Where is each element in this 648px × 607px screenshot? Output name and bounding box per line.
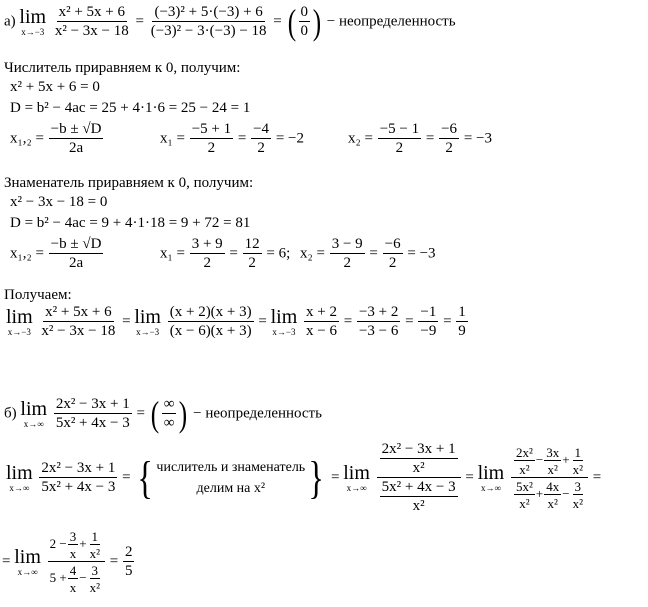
part-b-result-line: = lim x→∞ 2 − $\frac{3}{x}$ + $\frac{1}{\text{x²}}$ 5 + $\frac{4}{x}$ − $\frac{3}{\text{x²}}$ = $\frac{2}{5}$ [2,529,133,595]
part-a-limit-line: а) lim x→−3 $\frac{\text{x² + 5x + 6}}{\text{x² − 3x − 18}}$ = $\frac{\text{(−3)² + 5·(−3) + 6}}{\text{(−3)² − 3·(−3) − 18}}$ = ( $\frac{0}{0}$ ) − неопределенность [4,2,456,42]
limit-operator: lim x→−3 [19,6,47,37]
part-b-label: б) [4,405,17,422]
indeterminate-text: − неопределенность [326,13,456,30]
indeterminate-text-b: − неопределенность [193,405,322,422]
roots-line-2: x₁,₂ = $\frac{-b \pm √D}{2a}$ [10,236,102,271]
equation-1: x² + 5x + 6 = 0 [10,79,100,95]
zero-over-zero: $\frac{0}{0}$ [300,4,308,39]
numerator-heading: Числитель приравняем к 0, получим: [4,60,241,76]
answer-b: $\frac{2}{5}$ [124,544,133,579]
result-heading: Получаем: [4,287,72,303]
discriminant-2: D = b² − 4ac = 9 + 4·1·18 = 9 + 72 = 81 [10,215,251,231]
factored-fraction: $\frac{(x + 2)(x + 3)}{(x - 6)(x + 3)}$ [169,304,252,339]
denominator-heading: Знаменатель приравняем к 0, получим: [4,175,254,191]
x1-solution: x₁ = $\frac{-5 + 1}{2}$ = $\frac{-4}{2}$ = −2 [160,121,304,156]
equation-2: x² − 3x − 18 = 0 [10,194,108,210]
fraction: $\frac{\text{x² + 5x + 6}}{\text{x² − 3x − 18}}$ [54,4,129,39]
answer-a: $\frac{1}{9}$ [458,304,466,339]
y2-solution: x₂ = $\frac{3 - 9}{2}$ = $\frac{-6}{2}$ = −3 [300,236,436,271]
substituted-fraction: $\frac{\text{(−3)² + 5·(−3) + 6}}{\text{(−3)² − 3·(−3) − 18}}$ [150,4,267,39]
part-a-result-line: lim x→−3 $\frac{\text{x² + 5x + 6}}{\text{x² − 3x − 18}}$ = lim x→−3 $\frac{(x + 2)(x + 3)}{(x - 6)(x + 3)}$ = lim x→−3 $\frac{x + 2}{x - 6}$ = $\frac{-3 + 2}{-3 - 6}$ = $\frac{-1}{-9}$ = $\frac{1}{9}$ [6,304,466,339]
discriminant-1: D = b² − 4ac = 25 + 4·1·6 = 25 − 24 = 1 [10,100,251,116]
part-b-division-line: lim x→∞ $\frac{\text{2x² − 3x + 1}}{\text{5x² + 4x − 3}}$ = { числитель и знаменатель делим на x² } = lim x→∞ $\frac{\frac{\text{2x² − 3x + 1}}{\text{x²}}}{\frac{\text{5x² + 4x − 3}}{\text{x²}}}$ = lim x→∞ $\frac{\text{2x²}}{\text{x²}}$ − $\frac{3x}{\text{x²}}$ + $\frac{1}{\text{x²}}$ $\frac{\text{5x²}}{\text{x²}}$ + $\frac{4x}{\text{x²}}$ − $\frac{3}{\text{x²}}$ = [6,441,602,514]
division-note: числитель и знаменатель делим на x² [156,460,306,496]
y1-solution: x₁ = $\frac{3 + 9}{2}$ = $\frac{12}{2}$ = 6; [160,236,291,271]
part-a-label: а) [4,13,16,30]
x2-solution: x₂ = $\frac{-5 - 1}{2}$ = $\frac{-6}{2}$ = −3 [348,121,492,156]
roots-line-1: x₁,₂ = $\frac{-b \pm √D}{2a}$ [10,121,102,156]
quadratic-formula: $\frac{-b \pm √D}{2a}$ [50,121,102,156]
part-b-limit-line: б) lim x→∞ $\frac{\text{2x² − 3x + 1}}{\text{5x² + 4x − 3}}$ = ( $\frac{\infty}{\infty}$ ) − неопределенность [4,394,322,434]
